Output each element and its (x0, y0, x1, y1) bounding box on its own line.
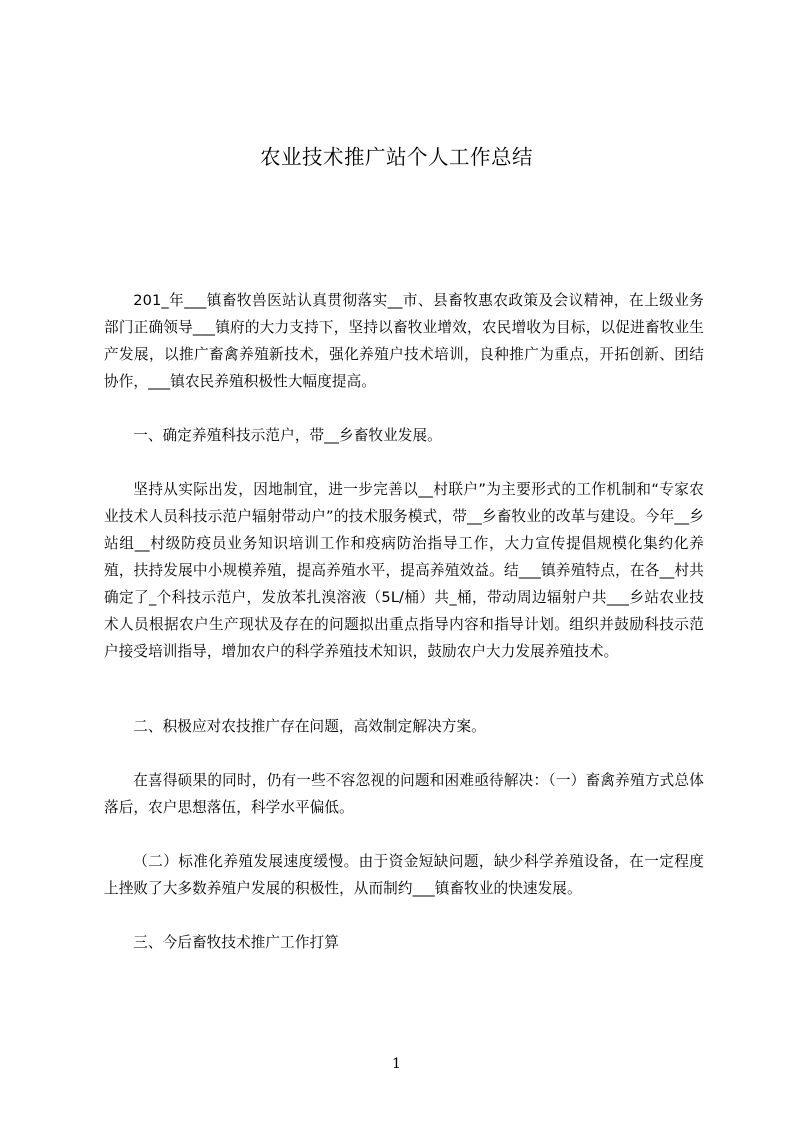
page-number: 1 (392, 1056, 401, 1072)
section-2-paragraph-2: （二）标准化养殖发展速度缓慢。由于资金短缺问题，缺少科学养殖设备，在一定程度上挫败了大多数养殖户发展的积极性，从而制约___镇畜牧业的快速发展。 (104, 853, 704, 897)
section-1-paragraph: 坚持从实际出发，因地制宜，进一步完善以__村联户”为主要形式的工作机制和“专家农业技术人员科技示范户辐射带动户”的技术服务模式，带__乡畜牧业的改革与建设。今年__乡站组__村级防疫员业务知识培训工作和疫病防治指导工作，大力宣传提倡规模化集约化养殖，扶持发展中小规模养殖，提高养殖水平，提高养殖效益。结___镇养殖特点，在各__村共确定了_个科技示范户，发放苯扎溴溶液（5L/桶）共_桶，带动周边辐射户共___乡站农业技术人员根据农户生产现状及存在的问题拟出重点指导内容和指导计划。组织并鼓励科技示范户接受培训指导，增加农户的科学养殖技术知识，鼓励农户大力发展养殖技术。 (104, 481, 704, 660)
document-title: 农业技术推广站个人工作总结 (260, 145, 533, 169)
section-heading-3: 三、今后畜牧技术推广工作打算 (133, 934, 339, 951)
section-heading-2: 二、积极应对农技推广存在问题，高效制定解决方案。 (133, 718, 486, 735)
section-heading-1: 一、确定养殖科技示范户，带__乡畜牧业发展。 (133, 427, 442, 444)
section-2-paragraph-1: 在喜得硕果的同时，仍有一些不容忽视的问题和困难亟待解决：（一）畜禽养殖方式总体落后，农户思想落伍，科学水平偏低。 (104, 772, 704, 816)
intro-paragraph: 201_年___镇畜牧兽医站认真贯彻落实__市、县畜牧惠农政策及会议精神，在上级业务部门正确领导___镇府的大力支持下，坚持以畜牧业增效，农民增收为目标，以促进畜牧业生产发展，以推广畜禽养殖新技术，强化养殖户技术培训，良种推广为重点，开拓创新、团结协作，___镇农民养殖积极性大幅度提高。 (104, 292, 704, 390)
